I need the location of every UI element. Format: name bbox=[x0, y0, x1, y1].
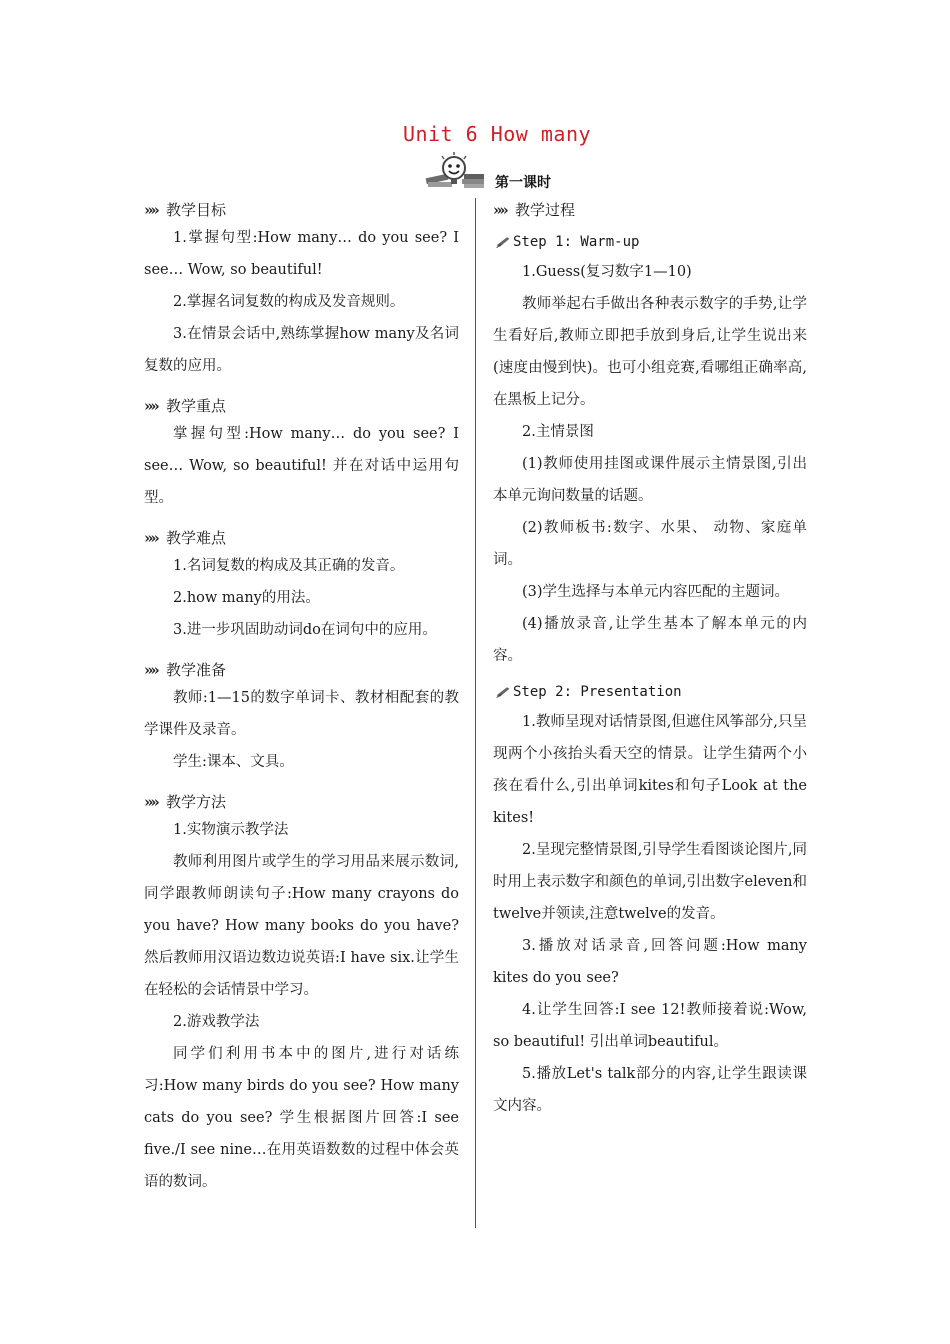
paragraph: (2)教师板书:数字、水果、 动物、家庭单词。 bbox=[493, 520, 807, 568]
paragraph: 2.呈现完整情景图,引导学生看图谈论图片,同时用上表示数字和颜色的单词,引出数字eleven和twelve并领读,注意twelve的发音。 bbox=[493, 842, 807, 922]
paragraph: 3.在情景会话中,熟练掌握how many及名词复数的应用。 bbox=[144, 326, 459, 374]
section-heading: 教学重点 bbox=[166, 397, 227, 415]
step-title: Step 1: Warm-up bbox=[513, 234, 640, 250]
paragraph: 1.名词复数的构成及其正确的发音。 bbox=[173, 558, 405, 574]
right-column bbox=[493, 198, 807, 1122]
paragraph: 5.播放Let's talk部分的内容,让学生跟读课文内容。 bbox=[493, 1066, 807, 1114]
section-key bbox=[144, 394, 459, 514]
page-title: Unit 6 How many bbox=[402, 122, 592, 146]
double-chevron-icon: »» bbox=[144, 661, 157, 679]
left-column bbox=[144, 198, 459, 1210]
double-chevron-icon: »» bbox=[144, 793, 157, 811]
paragraph: 1.教师呈现对话情景图,但遮住风筝部分,只呈现两个小孩抬头看天空的情景。让学生猜两个小孩在看什么,引出单词kites和句子Look at the kites! bbox=[493, 714, 807, 826]
section-difficult bbox=[144, 526, 459, 646]
section-prep bbox=[144, 658, 459, 778]
section-heading: 教学难点 bbox=[166, 529, 227, 547]
paragraph: 3.进一步巩固助动词do在词句中的应用。 bbox=[173, 622, 437, 638]
section-heading: 教学准备 bbox=[166, 661, 227, 679]
column-divider bbox=[475, 198, 476, 1228]
paragraph: 1.实物演示教学法 bbox=[173, 822, 289, 838]
paragraph: 3.播放对话录音,回答问题:How many kites do you see? bbox=[493, 938, 807, 986]
paragraph: 掌握句型:How many… do you see? I see… Wow, so beautiful! 并在对话中运用句型。 bbox=[144, 426, 459, 506]
paragraph: (3)学生选择与本单元内容匹配的主题词。 bbox=[522, 584, 790, 600]
double-chevron-icon: »» bbox=[144, 201, 157, 219]
paragraph: 教师:1—15的数字单词卡、教材相配套的教学课件及录音。 bbox=[144, 690, 459, 738]
paragraph: (1)教师使用挂图或课件展示主情景图,引出本单元询问数量的话题。 bbox=[493, 456, 807, 504]
lightbulb-books-icon bbox=[424, 150, 488, 190]
paragraph: 学生:课本、文具。 bbox=[173, 754, 294, 770]
step-heading bbox=[493, 678, 807, 706]
paragraph: 教师利用图片或学生的学习用品来展示数词,同学跟教师朗读句子:How many crayons do you have? How many books do you have? 然后教师用汉语边数边说英语:I have six.让学生在轻松的会话情景中学习。 bbox=[144, 854, 459, 998]
double-chevron-icon: »» bbox=[144, 529, 157, 547]
quill-pen-icon bbox=[493, 684, 513, 700]
paragraph: 2.掌握名词复数的构成及发音规则。 bbox=[173, 294, 405, 310]
lesson-label: 第一课时 bbox=[495, 175, 551, 191]
double-chevron-icon: »» bbox=[493, 201, 506, 219]
double-chevron-icon: »» bbox=[144, 397, 157, 415]
step-heading bbox=[493, 228, 807, 256]
paragraph: 教师举起右手做出各种表示数字的手势,让学生看好后,教师立即把手放到身后,让学生说出来(速度由慢到快)。也可小组竞赛,看哪组正确率高,在黑板上记分。 bbox=[493, 296, 807, 408]
paragraph: 同学们利用书本中的图片,进行对话练习:How many birds do you see? How many cats do you see? 学生根据图片回答:I see five./I see nine…在用英语数数的过程中体会英语的数词。 bbox=[144, 1046, 459, 1190]
paragraph: 1.掌握句型:How many… do you see? I see… Wow, so beautiful! bbox=[144, 230, 459, 278]
section-method bbox=[144, 790, 459, 1198]
section-heading: 教学方法 bbox=[166, 793, 227, 811]
paragraph: 4.让学生回答:I see 12!教师接着说:Wow, so beautiful! 引出单词beautiful。 bbox=[493, 1002, 807, 1050]
paragraph: (4)播放录音,让学生基本了解本单元的内容。 bbox=[493, 616, 807, 664]
paragraph: 2.主情景图 bbox=[522, 424, 594, 440]
paragraph: 1.Guess(复习数字1—10) bbox=[522, 264, 692, 280]
section-goals bbox=[144, 198, 459, 382]
step-title: Step 2: Presentation bbox=[513, 684, 682, 700]
section-heading: 教学过程 bbox=[515, 201, 576, 219]
paragraph: 2.how many的用法。 bbox=[173, 590, 320, 606]
quill-pen-icon bbox=[493, 234, 513, 250]
paragraph: 2.游戏教学法 bbox=[173, 1014, 260, 1030]
section-heading: 教学目标 bbox=[166, 201, 227, 219]
